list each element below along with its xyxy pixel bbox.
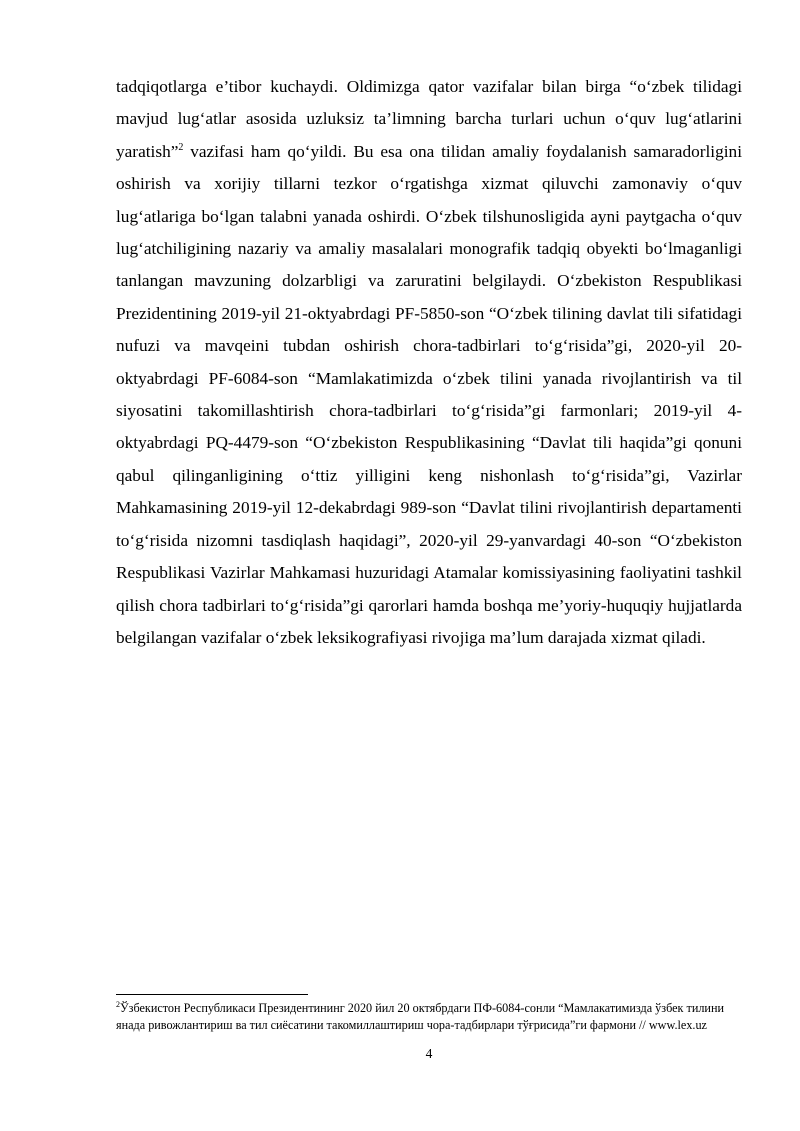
body-text-part-1: tadqiqotlarga e’tibor kuchaydi. Oldimizga qator vazifalar bilan birga “o‘zbek tilidagi mavjud lug‘atlar asosida uzluksiz ta’limning barcha turlari uchun o‘quv lug‘atlarini yaratish” — [116, 77, 742, 161]
page-number: 4 — [425, 1046, 433, 1061]
footnote-reference[interactable]: 2 — [178, 142, 184, 154]
footnote-text: Ўзбекистон Республикаси Президентининг 2020 йил 20 октябрдаги ПФ-6084-сонли “Мамлакатимизда ўзбек тилини янада ривожлантириш ва тил сиёсатини такомиллаштириш чора-тадбирлари тўғрисида”ги фармони // www.lex.uz — [116, 1001, 724, 1032]
footnote — [116, 1000, 742, 1034]
body-paragraph — [116, 71, 742, 654]
body-text-part-2: vazifasi ham qo‘yildi. Bu esa ona tilidan amaliy foydalanish samaradorligini oshirish va xorijiy tillarni tezkor o‘rgatishga xizmat qiluvchi zamonaviy o‘quv lug‘atlariga bo‘lgan talabni yanada oshirdi. O‘zbek tilshunosligida ayni paytgacha o‘quv lug‘atchiligining nazariy va amaliy masalalari monografik tadqiq obyekti bo‘lmaganligi tanlangan mavzuning dolzarbligi va zaruratini belgilaydi. O‘zbekiston Respublikasi Prezidentining 2019-yil 21-oktyabrdagi PF-5850-son “O‘zbek tilining davlat tili sifatidagi nufuzi va mavqeini tubdan oshirish chora-tadbirlari to‘g‘risida”gi, 2020-yil 20-oktyabrdagi PF-6084-son “Mamlakatimizda o‘zbek tilini yanada rivojlantirish va til siyosatini takomillashtirish chora-tadbirlari to‘g‘risida”gi farmonlari; 2019-yil 4-oktyabrdagi PQ-4479-son “O‘zbekiston Respublikasining “Davlat tili haqida”gi qonuni qabul qilinganligining o‘ttiz yilligini keng nishonlash to‘g‘risida”gi, Vazirlar Mahkamasining 2019-yil 12-dekabrdagi 989-son “Davlat tilini rivojlantirish departamenti to‘g‘risida nizomni tasdiqlash haqidagi”, 2020-yil 29-yanvardagi 40-son “O‘zbekiston Respublikasi Vazirlar Mahkamasi huzuridagi Atamalar komissiyasining faoliyatini tashkil qilish chora tadbirlari to‘g‘risida”gi qarorlari hamda boshqa me’yoriy-huquqiy hujjatlarda belgilangan vazifalar o‘zbek leksikografiyasi rivojiga ma’lum darajada xizmat qiladi. — [116, 141, 742, 647]
footnote-marker: 2 — [116, 999, 120, 1009]
footnote-separator — [116, 994, 308, 995]
